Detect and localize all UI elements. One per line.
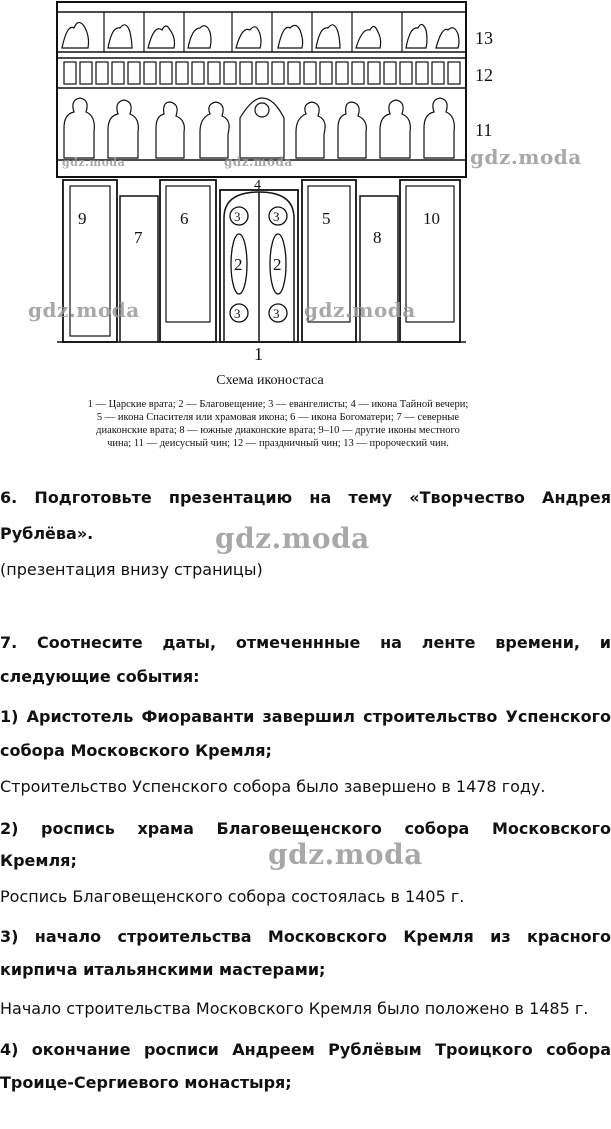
- watermark: gdz.moda: [224, 155, 293, 169]
- q6-answer: (презентация внизу страницы): [0, 560, 263, 579]
- label-3a: 3: [234, 209, 241, 224]
- tier-label-13: 13: [475, 28, 493, 48]
- label-8: 8: [373, 228, 382, 247]
- watermark: gdz.moda: [28, 298, 140, 322]
- label-4: 4: [254, 178, 261, 193]
- label-3c: 3: [234, 306, 241, 321]
- watermark: gdz.moda: [62, 156, 126, 169]
- q7-item1-line1: 1) Аристотель Фиораванти завершил строительство Успенского: [0, 707, 611, 726]
- label-6: 6: [180, 209, 189, 228]
- q7-title-line2: следующие события:: [0, 667, 200, 686]
- diagram-caption-title: Схема иконостаса: [216, 373, 324, 388]
- q7-item3-line1: 3) начало строительства Московского Кремля из красного: [0, 927, 611, 946]
- tier-11-deesis: [64, 98, 454, 158]
- watermark: gdz.moda: [470, 145, 582, 169]
- watermark: gdz.moda: [304, 298, 416, 322]
- label-3d: 3: [273, 306, 280, 321]
- watermark: gdz.moda: [268, 838, 423, 871]
- tier-13-prophets: [62, 22, 459, 48]
- tier-12-feasts: [64, 62, 460, 84]
- caption-line: 5 — икона Спасителя или храмовая икона; 6 — икона Богоматери; 7 — северные: [96, 412, 460, 423]
- label-10: 10: [423, 209, 440, 228]
- q7-item3-answer: Начало строительства Московского Кремля было положено в 1485 г.: [0, 999, 589, 1018]
- q7-item1-line2: собора Московского Кремля;: [0, 741, 272, 760]
- caption-line: чина; 11 — деисусный чин; 12 — праздничный чин; 13 — пророческий чин.: [107, 438, 449, 449]
- caption-line: диаконские врата; 8 — южные диаконские врата; 9–10 — другие иконы местного: [96, 425, 460, 436]
- q7-item2-answer: Роспись Благовещенского собора состоялась в 1405 г.: [0, 887, 465, 906]
- label-1: 1: [254, 344, 263, 364]
- q7-item3-line2: кирпича итальянскими мастерами;: [0, 960, 326, 979]
- diagram-caption: [28, 398, 528, 450]
- label-2b: 2: [273, 255, 282, 274]
- icon-6: [160, 180, 216, 342]
- q7-item1-answer: Строительство Успенского собора было завершено в 1478 году.: [0, 777, 546, 796]
- tier-label-12: 12: [475, 65, 493, 85]
- label-3b: 3: [273, 209, 280, 224]
- q7-item2-line1: 2) роспись храма Благовещенского собора Московского: [0, 819, 611, 838]
- label-9: 9: [78, 209, 87, 228]
- tier-label-11: 11: [475, 120, 493, 140]
- watermark: gdz.moda: [215, 522, 370, 555]
- label-5: 5: [322, 209, 331, 228]
- label-7: 7: [134, 228, 143, 247]
- caption-line: 1 — Царские врата; 2 — Благовещение; 3 — евангелисты; 4 — икона Тайной вечери;: [87, 399, 469, 410]
- q6-title-line1: 6. Подготовьте презентацию на тему «Творчество Андрея: [0, 488, 611, 507]
- q7-title-line1: 7. Соотнесите даты, отмеченнные на ленте времени, и: [0, 633, 611, 652]
- label-2a: 2: [234, 255, 243, 274]
- q7-item4-line1: 4) окончание росписи Андреем Рублёвым Троицкого собора: [0, 1040, 611, 1059]
- q7-item4-line2: Троице-Сергиевого монастыря;: [0, 1073, 292, 1092]
- q6-title-line2: Рублёва».: [0, 524, 94, 543]
- q7-item2-line2: Кремля;: [0, 851, 77, 870]
